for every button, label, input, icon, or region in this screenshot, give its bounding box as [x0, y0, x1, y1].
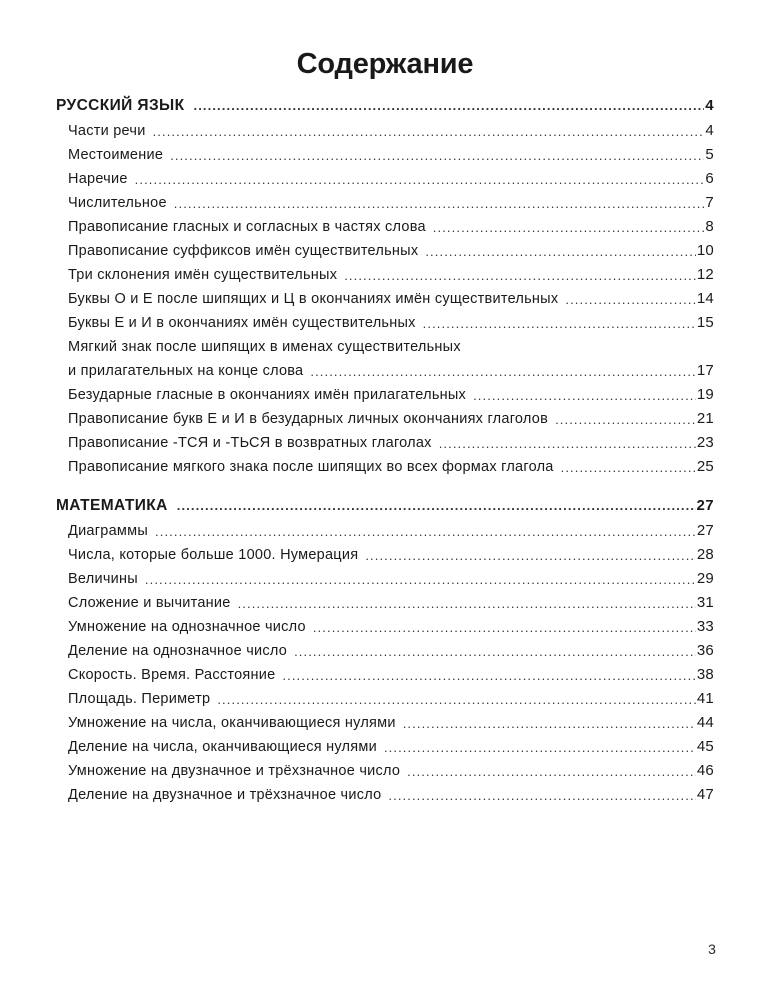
toc-entry-label: Мягкий знак после шипящих в именах существительных: [68, 339, 461, 355]
toc-entry[interactable]: [68, 431, 714, 455]
toc-entry-page: 19: [696, 386, 714, 403]
toc-entry-page: 44: [696, 714, 714, 731]
toc-entry-page: 23: [696, 434, 714, 451]
dot-leader: [365, 550, 696, 565]
toc-entry-label: Деление на числа, оканчивающиеся нулями: [68, 739, 377, 755]
toc-entry-page: 5: [705, 146, 714, 163]
toc-entry-label: Части речи: [68, 123, 146, 139]
toc-entry-label: Диаграммы: [68, 523, 149, 539]
toc-entry-page: 31: [696, 594, 714, 611]
dot-leader: [177, 502, 696, 517]
toc-entry-page: 12: [696, 266, 714, 283]
toc-entry-label: Местоимение: [68, 147, 164, 163]
toc-entry-page: 41: [696, 690, 714, 707]
toc-entry[interactable]: [68, 615, 714, 639]
toc-entry[interactable]: [68, 263, 714, 287]
toc-entry-label: и прилагательных на конце слова: [68, 363, 304, 379]
toc-entry[interactable]: [68, 239, 714, 263]
dot-leader: [561, 462, 696, 477]
toc-entry-page: 45: [696, 738, 714, 755]
dot-leader: [145, 574, 696, 589]
toc-entry[interactable]: [68, 455, 714, 479]
toc-entry-page: 14: [696, 290, 714, 307]
page-title: Содержание: [296, 48, 474, 80]
toc-entry[interactable]: [68, 383, 714, 407]
toc-entry-label: Правописание мягкого знака после шипящих во всех формах глагола: [68, 459, 554, 475]
toc-entry-page: 38: [696, 666, 714, 683]
toc-entry[interactable]: [68, 711, 714, 735]
dot-leader: [565, 294, 695, 309]
toc-entry-label: Умножение на двузначное и трёхзначное число: [68, 763, 401, 779]
dot-leader: [238, 598, 696, 613]
dot-leader: [425, 246, 695, 261]
toc-entry-wrapped-line-2[interactable]: [68, 359, 714, 383]
dot-leader: [174, 198, 705, 213]
table-of-contents: [56, 93, 714, 807]
dot-leader: [439, 438, 696, 453]
section-heading-label: РУССКИЙ ЯЗЫК: [56, 97, 185, 114]
dot-leader: [473, 390, 696, 405]
toc-entry-label: Деление на двузначное и трёхзначное число: [68, 787, 382, 803]
toc-entry-page: 47: [696, 786, 714, 803]
toc-entry-page: 36: [696, 642, 714, 659]
toc-entry[interactable]: [68, 519, 714, 543]
toc-entry-label: Буквы Е и И в окончаниях имён существительных: [68, 315, 416, 331]
toc-entry-page: 27: [696, 522, 714, 539]
toc-entry-label: Правописание букв Е и И в безударных личных окончаниях глаголов: [68, 411, 549, 427]
section-heading-page: 27: [696, 497, 714, 514]
toc-entry-page: 28: [696, 546, 714, 563]
section-heading-russian[interactable]: [56, 93, 714, 119]
toc-entry-page: 33: [696, 618, 714, 635]
toc-entry[interactable]: [68, 567, 714, 591]
toc-entry-label: Сложение и вычитание: [68, 595, 231, 611]
toc-entry[interactable]: [68, 215, 714, 239]
toc-entry-label: Правописание гласных и согласных в частях слова: [68, 219, 426, 235]
toc-entry[interactable]: [68, 783, 714, 807]
toc-entry-label: Числительное: [68, 195, 167, 211]
toc-entry-label: Безударные гласные в окончаниях имён прилагательных: [68, 387, 467, 403]
dot-leader: [555, 414, 696, 429]
dot-leader: [217, 694, 695, 709]
toc-entry[interactable]: [68, 591, 714, 615]
toc-entry-label: Буквы О и Е после шипящих и Ц в окончаниях имён существительных: [68, 291, 559, 307]
toc-entry[interactable]: [68, 287, 714, 311]
dot-leader: [135, 174, 705, 189]
dot-leader: [433, 222, 705, 237]
dot-leader: [153, 126, 705, 141]
dot-leader: [313, 622, 696, 637]
dot-leader: [170, 150, 704, 165]
dot-leader: [155, 526, 696, 541]
toc-section-russian: [56, 93, 714, 479]
page-number-folio: 3: [708, 941, 716, 957]
section-heading-page: 4: [705, 97, 714, 114]
toc-entry-label: Площадь. Периметр: [68, 691, 211, 707]
dot-leader: [407, 766, 696, 781]
toc-entry-label: Наречие: [68, 171, 128, 187]
dot-leader: [423, 318, 696, 333]
dot-leader: [294, 646, 696, 661]
toc-entry-label: Три склонения имён существительных: [68, 267, 338, 283]
toc-entry-page: 25: [696, 458, 714, 475]
toc-entry[interactable]: [68, 687, 714, 711]
dot-leader: [388, 790, 695, 805]
toc-entry-label: Правописание -ТСЯ и -ТЬСЯ в возвратных глаголах: [68, 435, 432, 451]
dot-leader: [310, 366, 695, 381]
toc-entry[interactable]: [68, 735, 714, 759]
toc-entry[interactable]: [68, 119, 714, 143]
toc-entry[interactable]: [68, 759, 714, 783]
dot-leader: [344, 270, 696, 285]
toc-entry[interactable]: [68, 543, 714, 567]
toc-entry-label: Деление на однозначное число: [68, 643, 288, 659]
toc-entry-page: 6: [705, 170, 714, 187]
toc-entry-page: 29: [696, 570, 714, 587]
toc-entry-label: Правописание суффиксов имён существительных: [68, 243, 419, 259]
toc-entry-page: 10: [696, 242, 714, 259]
toc-entry[interactable]: [68, 167, 714, 191]
toc-entry-label: Скорость. Время. Расстояние: [68, 667, 276, 683]
toc-entry-label: Умножение на однозначное число: [68, 619, 306, 635]
toc-entry-page: 21: [696, 410, 714, 427]
toc-entry-wrapped-line-1[interactable]: [68, 335, 714, 359]
dot-leader: [194, 102, 705, 117]
toc-entry[interactable]: [68, 191, 714, 215]
toc-entry-label: Величины: [68, 571, 138, 587]
toc-entry[interactable]: [68, 639, 714, 663]
section-heading-label: МАТЕМАТИКА: [56, 497, 168, 514]
toc-entry-page: 17: [696, 362, 714, 379]
toc-entry[interactable]: [68, 663, 714, 687]
toc-entry[interactable]: [68, 407, 714, 431]
toc-entry-page: 8: [705, 218, 714, 235]
toc-entry-label: Числа, которые больше 1000. Нумерация: [68, 547, 359, 563]
dot-leader: [282, 670, 695, 685]
toc-entry[interactable]: [68, 311, 714, 335]
toc-entry-page: 15: [696, 314, 714, 331]
toc-entry-page: 4: [705, 122, 714, 139]
toc-section-math: [56, 493, 714, 807]
section-heading-math[interactable]: [56, 493, 714, 519]
dot-leader: [403, 718, 696, 733]
toc-entry-page: 46: [696, 762, 714, 779]
toc-entry-page: 7: [705, 194, 714, 211]
dot-leader: [384, 742, 696, 757]
toc-entry-label: Умножение на числа, оканчивающиеся нулями: [68, 715, 396, 731]
toc-entry[interactable]: [68, 143, 714, 167]
